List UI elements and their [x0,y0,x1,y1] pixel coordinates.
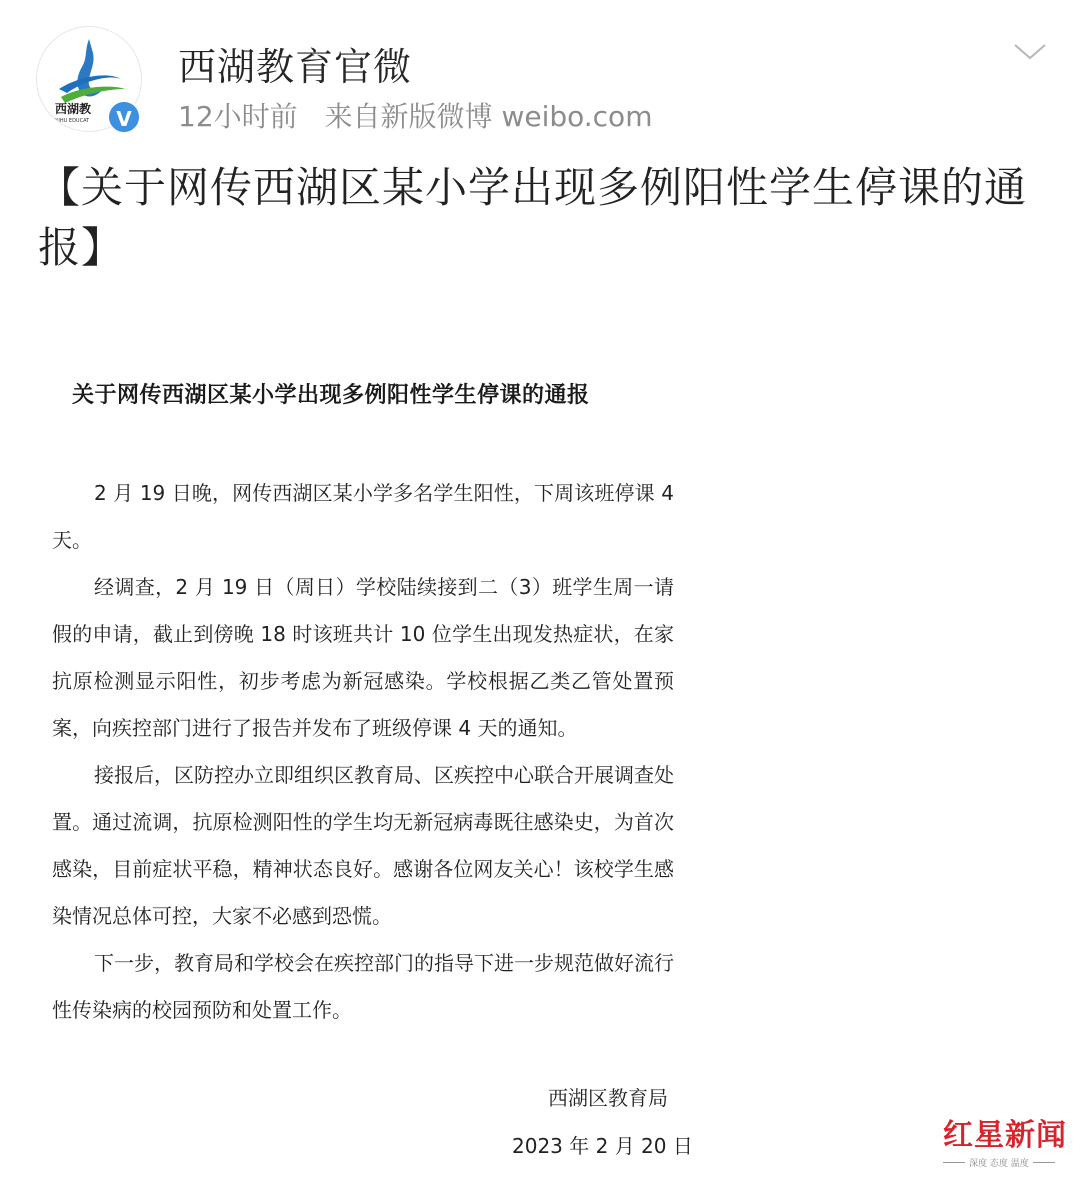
red-star-news-watermark [943,1110,1073,1170]
chevron-down-icon[interactable] [1012,36,1048,66]
document-signature: 西湖区教育局 [548,1086,668,1110]
document-body [52,470,674,1034]
document-paragraph: 接报后，区防控办立即组织区教育局、区疾控中心联合开展调查处置。通过流调，抗原检测阳性的学生均无新冠病毒既往感染史，为首次感染，目前症状平稳，精神状态良好。感谢各位网友关心！该校学生感染情况总体可控，大家不必感到恐慌。 [52,763,674,928]
svg-text:XIHU EDUCAT: XIHU EDUCAT [55,118,90,124]
verified-badge-icon: V [107,100,141,134]
watermark-brand: 红星新闻 [943,1118,1067,1153]
watermark-slogan-text: 深度 态度 温度 [969,1159,1029,1169]
post-time: 12小时前 [178,100,298,133]
account-name[interactable]: 西湖教育官微 [178,45,413,89]
watermark-slogan [943,1156,1073,1169]
divider [943,1162,965,1163]
document-date: 2023 年 2 月 20 日 [512,1134,693,1158]
post-header [0,0,1080,150]
divider [1033,1162,1055,1163]
document-paragraph: 经调查，2 月 19 日（周日）学校陆续接到二（3）班学生周一请假的申请，截止到傍晚 18 时该班共计 10 位学生出现发热症状，在家抗原检测显示阳性，初步考虑为新冠感染。学校根据乙类乙管处置预案，向疾控部门进行了报告并发布了班级停课 4 天的通知。 [52,575,674,740]
post-meta [178,95,670,135]
document-paragraph: 下一步，教育局和学校会在疾控部门的指导下进一步规范做好流行性传染病的校园预防和处置工作。 [52,951,674,1022]
notice-document-image[interactable] [0,290,720,1177]
document-title: 关于网传西湖区某小学出现多例阳性学生停课的通报 [72,382,590,408]
post-title: 【关于网传西湖区某小学出现多例阳性学生停课的通报】 [38,163,1028,272]
document-paragraph: 2 月 19 日晚，网传西湖区某小学多名学生阳性，下周该班停课 4 天。 [52,481,674,552]
post-source: 来自新版微博 weibo.com [324,100,653,133]
svg-text:西湖教: 西湖教 [55,102,92,116]
